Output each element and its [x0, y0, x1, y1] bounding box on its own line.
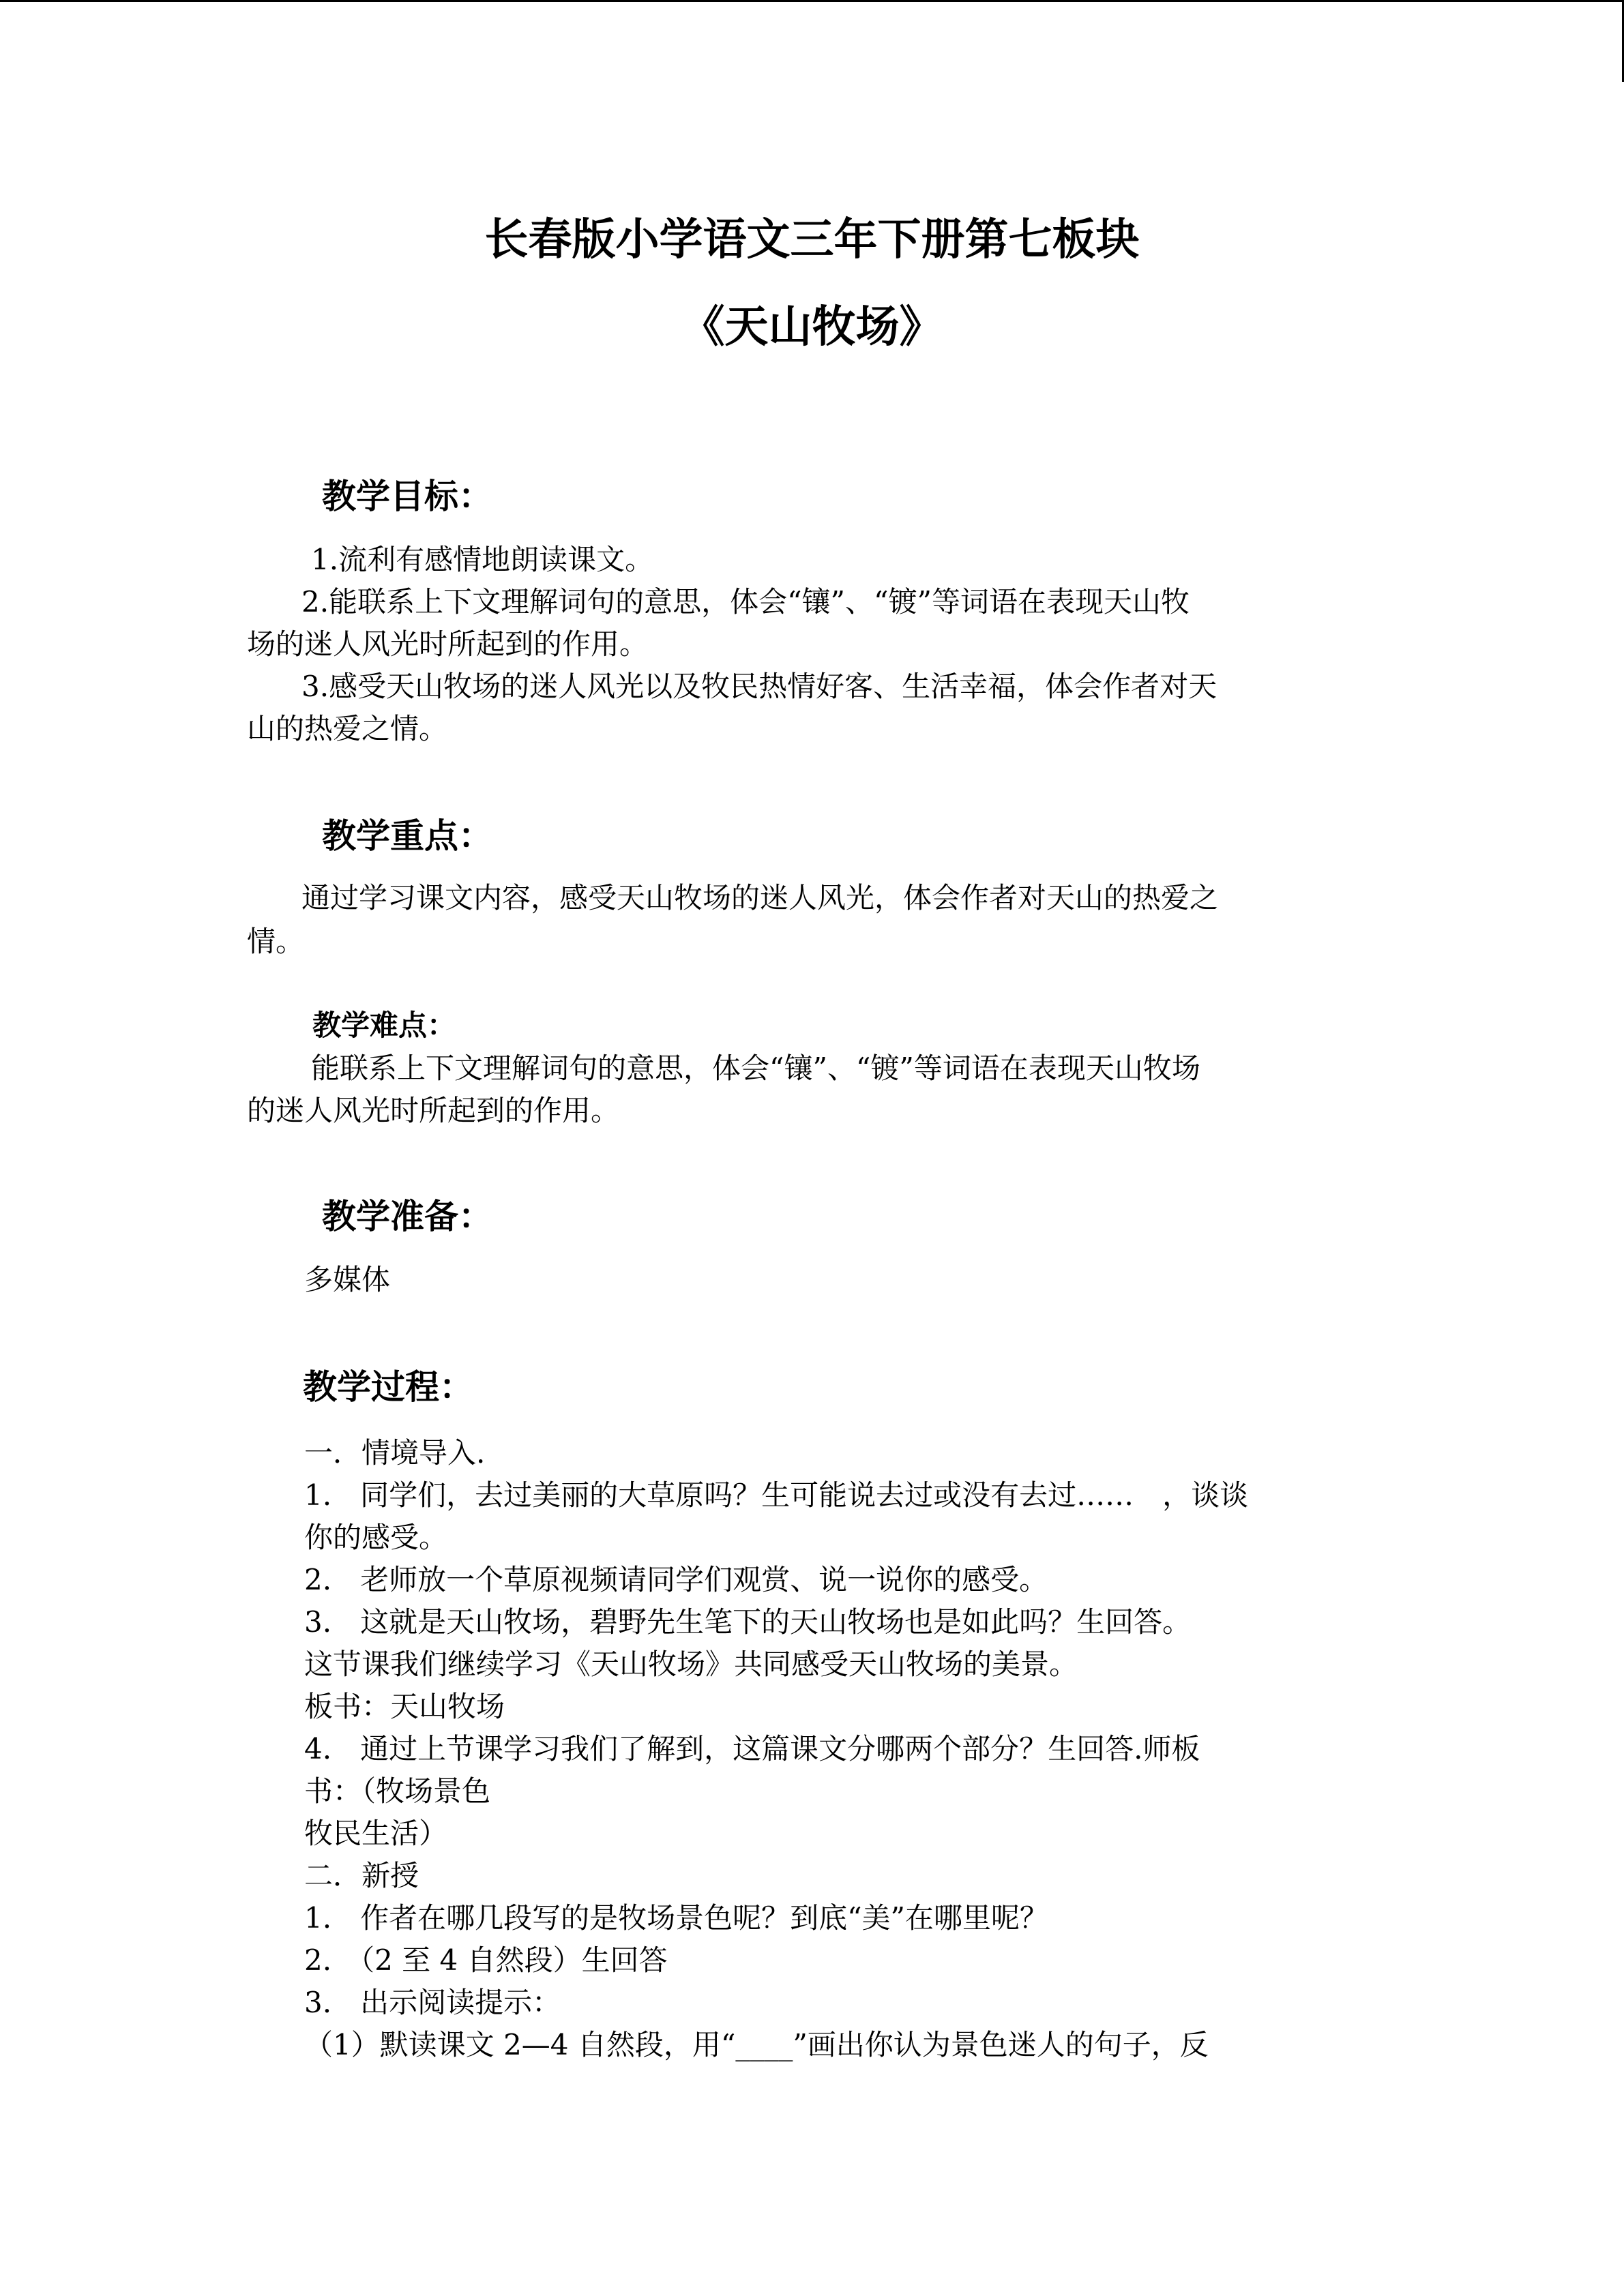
key-heading: 教学重点： [322, 816, 492, 856]
page-top-border [0, 0, 1624, 2]
document-title: 长春版小学语文三年下册第七板块 [484, 214, 1140, 265]
process-line-11: 二．新授 [304, 1859, 419, 1892]
goals-line-5: 山的热爱之情。 [247, 712, 448, 745]
key-line-1: 通过学习课文内容，感受天山牧场的迷人风光，体会作者对天山的热爱之 [301, 881, 1219, 914]
process-heading: 教学过程： [303, 1367, 473, 1407]
goals-line-1: 1.流利有感情地朗读课文。 [311, 543, 654, 576]
difficulty-line-1: 能联系上下文理解词句的意思，体会“镶”、“镀”等词语在表现天山牧场 [311, 1052, 1200, 1085]
process-line-6: 这节课我们继续学习《天山牧场》共同感受天山牧场的美景。 [304, 1648, 1078, 1681]
process-line-12: 1. 作者在哪几段写的是牧场景色呢？到底“美”在哪里呢？ [304, 1901, 1049, 1935]
difficulty-line-2: 的迷人风光时所起到的作用。 [247, 1094, 620, 1127]
process-line-1: 一．情境导入. [304, 1436, 486, 1470]
prep-heading: 教学准备： [322, 1196, 492, 1236]
process-line-14: 3. 出示阅读提示： [304, 1986, 561, 2019]
process-line-9: 书：（牧场景色 [304, 1774, 491, 1808]
process-line-2: 1. 同学们，去过美丽的大草原吗？生可能说去过或没有去过…… ，谈谈 [304, 1478, 1249, 1512]
prep-line-1: 多媒体 [304, 1263, 391, 1296]
process-line-5: 3. 这就是天山牧场，碧野先生笔下的天山牧场也是如此吗？生回答。 [304, 1605, 1192, 1639]
process-line-10: 牧民生活） [304, 1817, 448, 1850]
difficulty-heading: 教学难点： [312, 1009, 456, 1042]
process-line-13: 2. （2 至 4 自然段）生回答 [304, 1943, 668, 1977]
document-subtitle: 《天山牧场》 [681, 301, 943, 353]
goals-line-3: 场的迷人风光时所起到的作用。 [247, 627, 649, 661]
process-line-4: 2. 老师放一个草原视频请同学们观赏、说一说你的感受。 [304, 1563, 1048, 1596]
key-line-2: 情。 [247, 925, 305, 958]
process-line-8: 4. 通过上节课学习我们了解到，这篇课文分哪两个部分？生回答.师板 [304, 1732, 1200, 1765]
process-line-15: （1）默读课文 2—4 自然段，用“____”画出你认为景色迷人的句子，反 [304, 2028, 1209, 2061]
process-line-7: 板书：天山牧场 [304, 1690, 505, 1723]
goals-heading: 教学目标： [322, 476, 492, 516]
process-line-3: 你的感受。 [304, 1521, 448, 1554]
goals-line-2: 2.能联系上下文理解词句的意思，体会“镶”、“镀”等词语在表现天山牧 [301, 585, 1190, 618]
goals-line-4: 3.感受天山牧场的迷人风光以及牧民热情好客、生活幸福，体会作者对天 [301, 670, 1217, 703]
